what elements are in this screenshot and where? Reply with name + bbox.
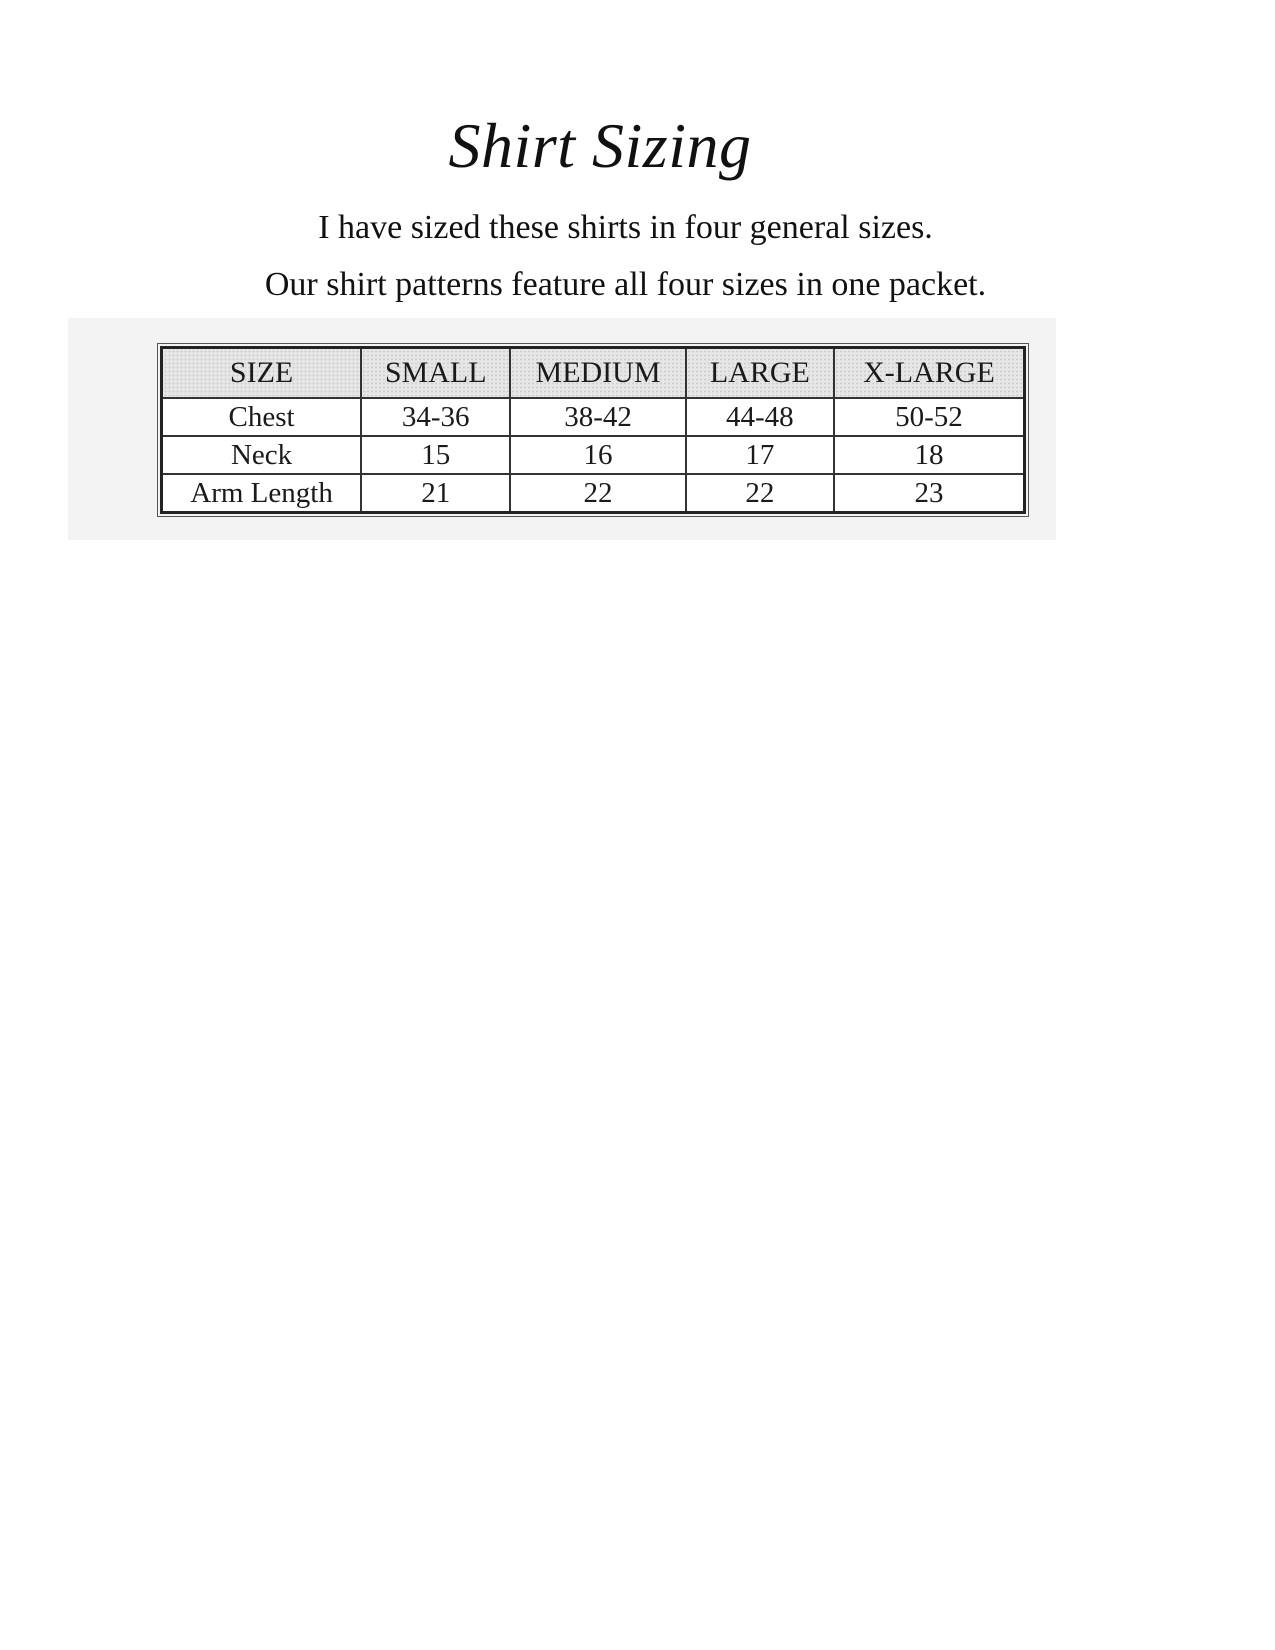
row-label-chest: Chest xyxy=(162,398,362,436)
header-cell-large: LARGE xyxy=(686,348,834,399)
table-cell: 44-48 xyxy=(686,398,834,436)
header-cell-small: SMALL xyxy=(361,348,510,399)
table-row xyxy=(162,436,1025,474)
table-cell: 15 xyxy=(361,436,510,474)
table-cell: 16 xyxy=(510,436,685,474)
table-cell: 22 xyxy=(686,474,834,513)
size-chart-table xyxy=(160,346,1026,514)
header-cell-medium: MEDIUM xyxy=(510,348,685,399)
table-cell: 34-36 xyxy=(361,398,510,436)
page-title: Shirt Sizing xyxy=(448,110,752,181)
size-chart-panel xyxy=(68,318,1056,540)
table-row xyxy=(162,398,1025,436)
intro-line: I have sized these shirts in four general sizes. xyxy=(318,209,933,246)
table-cell: 38-42 xyxy=(510,398,685,436)
header-cell-x-large: X-LARGE xyxy=(834,348,1025,399)
row-label-arm-length: Arm Length xyxy=(162,474,362,513)
table-cell: 22 xyxy=(510,474,685,513)
table-cell: 23 xyxy=(834,474,1025,513)
table-header-row xyxy=(162,348,1025,399)
row-label-neck: Neck xyxy=(162,436,362,474)
table-cell: 18 xyxy=(834,436,1025,474)
table-cell: 21 xyxy=(361,474,510,513)
header-cell-size: SIZE xyxy=(162,348,362,399)
table-row xyxy=(162,474,1025,513)
table-cell: 17 xyxy=(686,436,834,474)
intro-line: Our shirt patterns feature all four sizes in one packet. xyxy=(264,266,987,303)
table-cell: 50-52 xyxy=(834,398,1025,436)
